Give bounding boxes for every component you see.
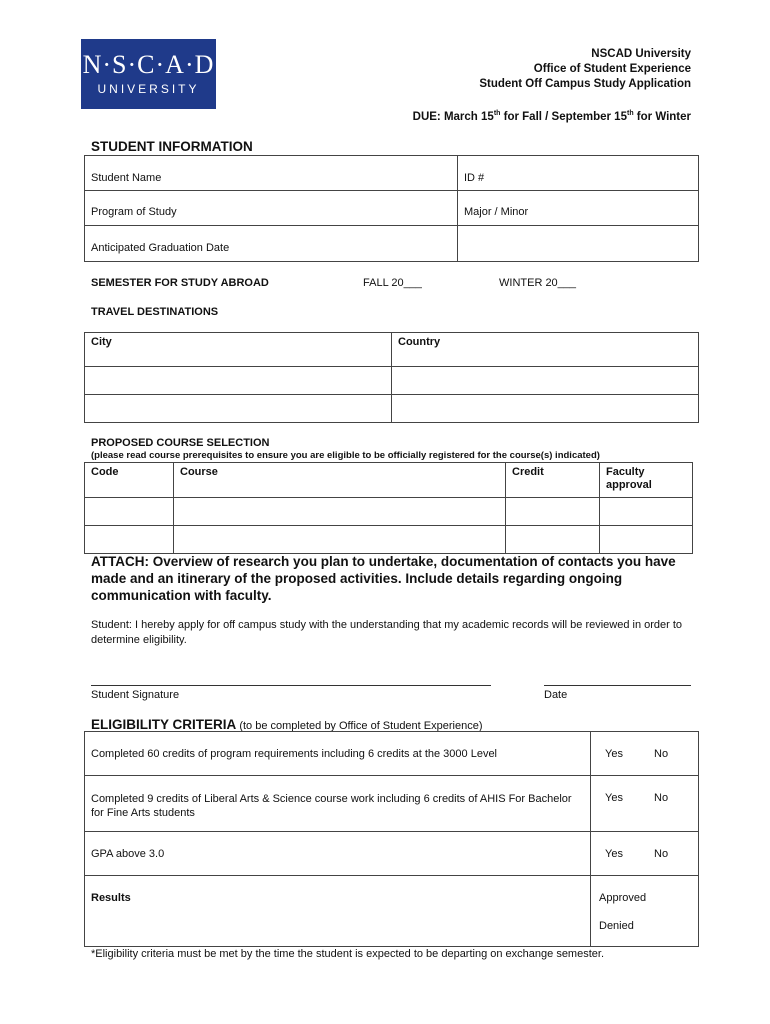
eligibility-subtitle: (to be completed by Office of Student Experience) [236,720,483,732]
due-line: DUE: March 15th for Fall / September 15th for Winter [412,110,691,123]
no-option[interactable]: No [654,792,669,804]
city-header: City [85,333,392,367]
eligibility-table [84,731,699,947]
date-label: Date [544,689,568,701]
fall-year-field[interactable]: FALL 20___ [363,277,422,289]
student-statement: Student: I hereby apply for off campus study with the understanding that my academic records will be reviewed in order to determine eligibility. [91,619,683,646]
city-field[interactable] [85,395,392,423]
no-option[interactable]: No [654,748,669,760]
logo-university: UNIVERSITY [97,82,200,96]
country-field[interactable] [392,395,699,423]
date-line[interactable] [544,674,691,686]
course-table [84,462,693,554]
program-field[interactable]: Program of Study [85,191,458,226]
yes-option[interactable]: Yes [605,848,623,860]
header-form-title: Student Off Campus Study Application [479,78,691,90]
student-info-title: STUDENT INFORMATION [91,139,253,154]
course-header: Course [174,463,506,498]
approved-option[interactable]: Approved [599,892,647,904]
eligibility-footnote: *Eligibility criteria must be met by the time the student is expected to be departing on exchange semester. [91,948,604,960]
no-option[interactable]: No [654,848,669,860]
criterion-gpa-options [591,832,699,876]
id-field[interactable]: ID # [458,156,699,191]
grad-date-field[interactable]: Anticipated Graduation Date [85,226,458,262]
course-selection-note: (please read course prerequisites to ensure you are eligible to be officially registered for the course(s) indicated) [91,450,600,461]
header-office: Office of Student Experience [533,63,691,75]
country-field[interactable] [392,367,699,395]
nscad-logo [81,39,216,109]
yes-option[interactable]: Yes [605,792,623,804]
winter-year-field[interactable]: WINTER 20___ [499,277,577,289]
code-field[interactable] [85,498,174,526]
header-university: NSCAD University [591,48,691,60]
course-selection-title: PROPOSED COURSE SELECTION [91,437,270,449]
faculty-approval-header: Faculty approval [600,463,693,498]
major-minor-field[interactable]: Major / Minor [458,191,699,226]
student-name-field[interactable]: Student Name [85,156,458,191]
faculty-approval-field[interactable] [600,498,693,526]
criterion-gpa: GPA above 3.0 [85,832,591,876]
criterion-liberal-arts-options [591,776,699,832]
header-block [479,47,691,92]
criterion-credits: Completed 60 credits of program requirements including 6 credits at the 3000 Level [85,732,591,776]
travel-table [84,332,699,423]
attach-instructions: ATTACH: Overview of research you plan to undertake, documentation of contacts you have made and an itinerary of the proposed activities. Include details regarding ongoing communication with faculty. [91,554,676,603]
empty-cell[interactable] [458,226,699,262]
denied-option[interactable]: Denied [599,920,634,932]
credit-field[interactable] [506,498,600,526]
results-options [591,876,699,947]
semester-label: SEMESTER FOR STUDY ABROAD [91,277,269,289]
code-header: Code [85,463,174,498]
yes-option[interactable]: Yes [605,748,623,760]
criterion-liberal-arts: Completed 9 credits of Liberal Arts & Science course work including 6 credits of AHIS For Bachelor for Fine Arts students [85,776,591,832]
logo-wordmark: N·S·C·A·D [82,50,215,79]
faculty-approval-field[interactable] [600,526,693,554]
results-label: Results [85,876,591,947]
eligibility-title: ELIGIBILITY CRITERIA [91,717,237,732]
country-header: Country [392,333,699,367]
travel-title: TRAVEL DESTINATIONS [91,306,219,318]
signature-line[interactable] [91,674,491,686]
course-field[interactable] [174,526,506,554]
credit-header: Credit [506,463,600,498]
city-field[interactable] [85,367,392,395]
criterion-credits-options [591,732,699,776]
course-field[interactable] [174,498,506,526]
credit-field[interactable] [506,526,600,554]
code-field[interactable] [85,526,174,554]
student-signature-label: Student Signature [91,689,180,701]
student-info-table [84,155,699,262]
